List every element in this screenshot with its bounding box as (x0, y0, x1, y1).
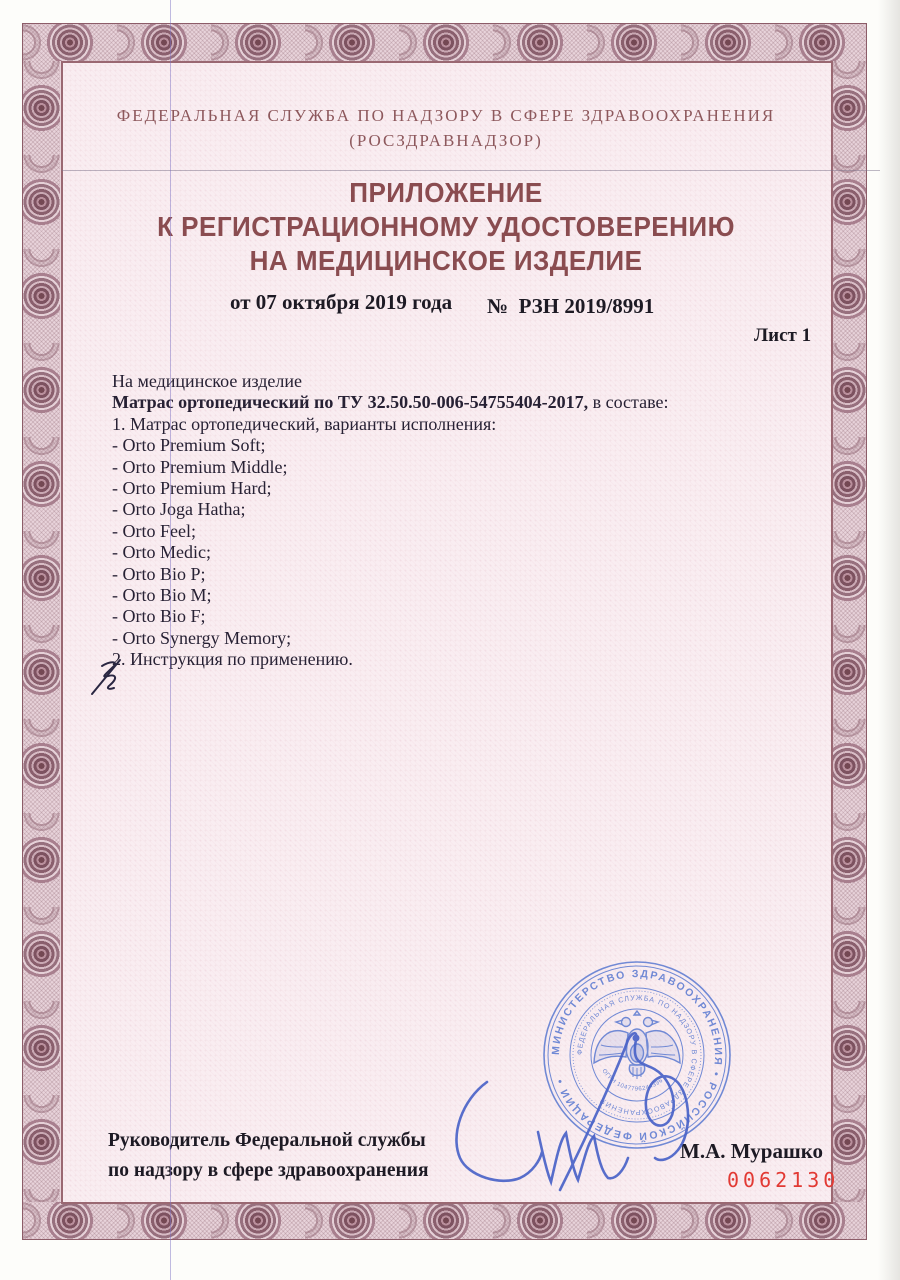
product-name-bold: Матрас ортопедический по ТУ 32.50.50-006-54755404-2017, (112, 392, 589, 413)
list-item: - Orto Medic; (112, 542, 211, 563)
vertical-fold-line (170, 0, 171, 1280)
title-line1: ПРИЛОЖЕНИЕ (349, 177, 543, 208)
guilloche-border-left (23, 61, 60, 1202)
issue-date: от 07 октября 2019 года (230, 290, 453, 314)
signature-ink (440, 1015, 720, 1200)
guilloche-border-top (23, 24, 866, 61)
agency-name-line2: (РОСЗДРАВНАДЗОР) (349, 131, 543, 150)
list-item: - Orto Joga Hatha; (112, 499, 246, 520)
list-item: - Orto Synergy Memory; (112, 627, 292, 648)
list-item: - Orto Bio M; (112, 585, 212, 606)
signer-position-title (108, 1126, 429, 1186)
guilloche-border-bottom (23, 1202, 866, 1239)
list-item: - Orto Premium Hard; (112, 478, 272, 499)
product-name-tail: в составе: (588, 392, 669, 413)
stamp-outer-ring-text: МИНИСТЕРСТВО ЗДРАВООХРАНЕНИЯ • РОССИЙСКОЙ ФЕДЕРАЦИИ • (549, 967, 725, 1143)
serial-number: 0062130 (727, 1168, 840, 1192)
body-intro: На медицинское изделие (112, 371, 303, 391)
handwritten-paraph-mark (88, 658, 134, 702)
signer-title-line2: по надзору в сфере здравоохранения (108, 1160, 429, 1181)
registration-number: № РЗН 2019/8991 (487, 294, 655, 318)
title-line3: НА МЕДИЦИНСКОЕ ИЗДЕЛИЕ (249, 245, 643, 276)
stamp-ogrn-text: ОГРН 1047796244396 (600, 1068, 665, 1093)
list-item: - Orto Premium Middle; (112, 456, 288, 477)
document-title (87, 176, 805, 278)
guilloche-border-right (829, 61, 866, 1202)
list-item: - Orto Bio P; (112, 563, 206, 584)
list-item: 1. Матрас ортопедический, варианты исполнения: (112, 413, 497, 434)
list-item: - Orto Feel; (112, 520, 196, 541)
list-item: 2. Инструкция по применению. (112, 649, 353, 670)
agency-name-line1: ФЕДЕРАЛЬНАЯ СЛУЖБА ПО НАДЗОРУ В СФЕРЕ ЗДРАВООХРАНЕНИЯ (116, 106, 776, 125)
list-item: - Orto Premium Soft; (112, 435, 266, 456)
stamp-inner-ring-text: ФЕДЕРАЛЬНАЯ СЛУЖБА ПО НАДЗОРУ В СФЕРЕ ЗДРАВООХРАНЕНИЯ (574, 992, 700, 1118)
product-name-line (112, 392, 752, 413)
signer-title-line1: Руководитель Федеральной службы (108, 1130, 426, 1151)
list-item: - Orto Bio F; (112, 606, 206, 627)
sheet-number: Лист 1 (754, 325, 812, 346)
device-description (112, 371, 752, 671)
signer-name: М.А. Мурашко (680, 1139, 824, 1163)
title-line2: К РЕГИСТРАЦИОННОМУ УДОСТОВЕРЕНИЮ (157, 211, 735, 242)
horizontal-fold-line (62, 170, 880, 171)
